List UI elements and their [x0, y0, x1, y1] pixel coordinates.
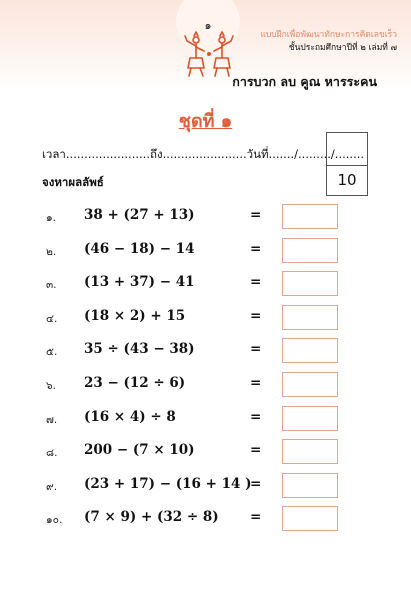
answer-box[interactable]	[282, 372, 338, 397]
problem-number: ๒.	[46, 245, 57, 258]
answer-box[interactable]	[282, 338, 338, 363]
problem-expression: (46 − 18) − 14	[84, 240, 195, 257]
time-label: เวลา	[42, 147, 66, 161]
problem-expression: 35 ÷ (43 − 38)	[84, 341, 195, 358]
problem-number: ๘.	[46, 447, 58, 460]
instruction: จงหาผลลัพธ์	[42, 175, 104, 189]
equals-sign: =	[250, 207, 262, 223]
equals-sign: =	[250, 509, 262, 526]
date-label: วันที่	[246, 147, 269, 161]
equals-sign: =	[250, 341, 262, 358]
problem-number: ๓.	[46, 279, 57, 292]
equals-sign: =	[250, 408, 262, 425]
answer-box[interactable]	[282, 271, 338, 296]
problem-number: ๑.	[46, 212, 57, 224]
thai-dancers-emblem-icon	[178, 30, 240, 78]
problem-row	[0, 439, 411, 465]
problem-number: ๔.	[46, 312, 58, 325]
problem-number: ๕.	[46, 346, 58, 359]
topic-title: การบวก ลบ คูณ หารระคน	[232, 74, 377, 89]
problem-number: ๗.	[46, 413, 58, 426]
problem-number: ๙.	[46, 480, 58, 493]
problem-row	[0, 473, 411, 499]
equals-sign: =	[250, 442, 262, 459]
answer-box[interactable]	[282, 406, 338, 431]
time-line: เวลา.......................ถึง.......................วันที่......./........./........	[42, 147, 365, 161]
date-month-blank[interactable]: .........	[298, 147, 331, 161]
answer-box[interactable]	[282, 473, 338, 498]
problem-expression: 38 + (27 + 13)	[84, 207, 195, 223]
problem-row	[0, 271, 411, 297]
problem-expression: (13 + 37) − 41	[84, 274, 195, 291]
answer-box[interactable]	[282, 439, 338, 464]
to-label: ถึง	[149, 147, 163, 161]
date-year-blank[interactable]: ........	[334, 147, 365, 161]
problem-expression: (7 × 9) + (32 ÷ 8)	[84, 509, 219, 526]
set-title: ชุดที่ ๑	[178, 111, 233, 132]
problem-row	[0, 506, 411, 532]
date-day-blank[interactable]: .......	[268, 147, 295, 161]
problem-expression: 23 − (12 ÷ 6)	[84, 375, 186, 391]
problem-expression: (16 × 4) ÷ 8	[84, 408, 176, 425]
score-box	[326, 132, 368, 196]
equals-sign: =	[250, 375, 262, 391]
equals-sign: =	[250, 240, 262, 257]
grade-volume: ชั้นประถมศึกษาปีที่ ๒ เล่มที่ ๗	[288, 43, 397, 53]
problem-row	[0, 406, 411, 432]
to-blank[interactable]: .......................	[162, 147, 247, 161]
equals-sign: =	[250, 475, 262, 492]
problem-row	[0, 338, 411, 364]
problem-row	[0, 204, 411, 230]
answer-box[interactable]	[282, 305, 338, 330]
problem-row	[0, 372, 411, 398]
problem-number: ๑๐.	[46, 514, 63, 527]
problem-expression: (18 × 2) + 15	[84, 307, 186, 324]
problem-row	[0, 305, 411, 331]
problem-row	[0, 238, 411, 264]
problem-number: ๖.	[46, 380, 57, 392]
equals-sign: =	[250, 274, 262, 291]
problem-expression: (23 + 17) − (16 + 14 )	[84, 475, 252, 492]
series-title: แบบฝึกเพื่อพัฒนาทักษะการคิดเลขเร็ว	[260, 30, 397, 40]
score-total: 10	[337, 171, 357, 189]
answer-box[interactable]	[282, 204, 338, 229]
time-blank[interactable]: .......................	[65, 147, 150, 161]
equals-sign: =	[250, 307, 262, 324]
problem-expression: 200 − (7 × 10)	[84, 442, 195, 459]
answer-box[interactable]	[282, 238, 338, 263]
answer-box[interactable]	[282, 506, 338, 531]
score-divider	[327, 165, 367, 166]
page-number: ๑	[204, 19, 212, 32]
